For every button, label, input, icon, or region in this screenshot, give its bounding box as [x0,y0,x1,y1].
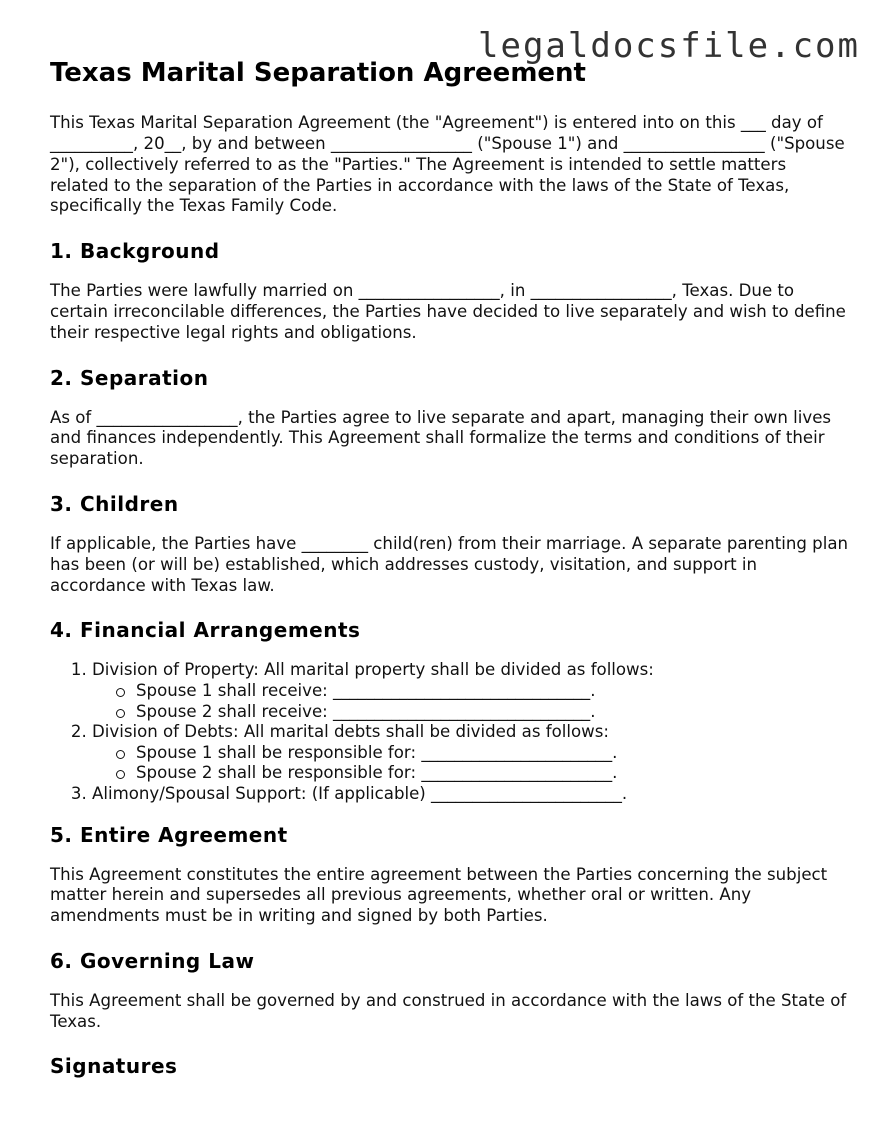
list-item-text: Division of Property: All marital property shall be divided as follows: [92,660,654,680]
document-page [50,58,850,1096]
section-heading-financial: 4. Financial Arrangements [50,618,361,643]
financial-list [50,660,850,804]
document-title: Texas Marital Separation Agreement [50,58,586,88]
section-text-governing-law: This Agreement shall be governed by and construed in accordance with the laws of the State of Texas. [50,990,847,1031]
section-text-children: If applicable, the Parties have ________ child(ren) from their marriage. A separate parenting plan has been (or will be) established, which addresses custody, visitation, and support in accordance with Texas law. [50,533,849,595]
section-heading-signatures: Signatures [50,1054,178,1079]
section-heading-entire-agreement: 5. Entire Agreement [50,822,288,847]
section-heading-separation: 2. Separation [50,365,209,390]
list-item [92,784,850,805]
watermark: legaldocsfile.com [478,26,860,66]
list-item: Spouse 2 shall receive: _______________________________. [136,702,850,723]
section-text-entire-agreement: This Agreement constitutes the entire agreement between the Parties concerning the subject matter herein and supersedes all previous agreements, whether oral or written. Any amendments must be in writing and signed by both Parties. [50,864,828,926]
list-item: Spouse 2 shall be responsible for: _______________________. [136,763,850,784]
list-item-text: Division of Debts: All marital debts shall be divided as follows: [92,722,609,742]
sub-list [92,681,850,722]
list-item [92,722,850,784]
section-text-separation: As of _________________, the Parties agree to live separate and apart, managing their own lives and finances independently. This Agreement shall formalize the terms and conditions of their separation. [50,407,832,469]
section-heading-governing-law: 6. Governing Law [50,948,255,973]
list-item: Spouse 1 shall receive: _______________________________. [136,681,850,702]
section-heading-background: 1. Background [50,239,220,264]
section-heading-children: 3. Children [50,491,179,516]
intro-paragraph: This Texas Marital Separation Agreement (the "Agreement") is entered into on this ___ day of __________, 20__, by and between _________________ ("Spouse 1") and _________________ ("Spouse 2"), collectively referred to as the "Parties." The Agreement is intended to settle matters related to the separation of the Parties in accordance with the laws of the State of Texas, specifically the Texas Family Code. [50,113,845,216]
list-item: Spouse 1 shall be responsible for: _______________________. [136,743,850,764]
section-text-background: The Parties were lawfully married on _________________, in _________________, Texas. Due to certain irreconcilable differences, the Parties have decided to live separately and wish to define their respective legal rights and obligations. [50,281,846,342]
list-item [92,660,850,722]
list-item-text: Alimony/Spousal Support: (If applicable) _______________________. [92,783,628,803]
sub-list [92,743,850,784]
